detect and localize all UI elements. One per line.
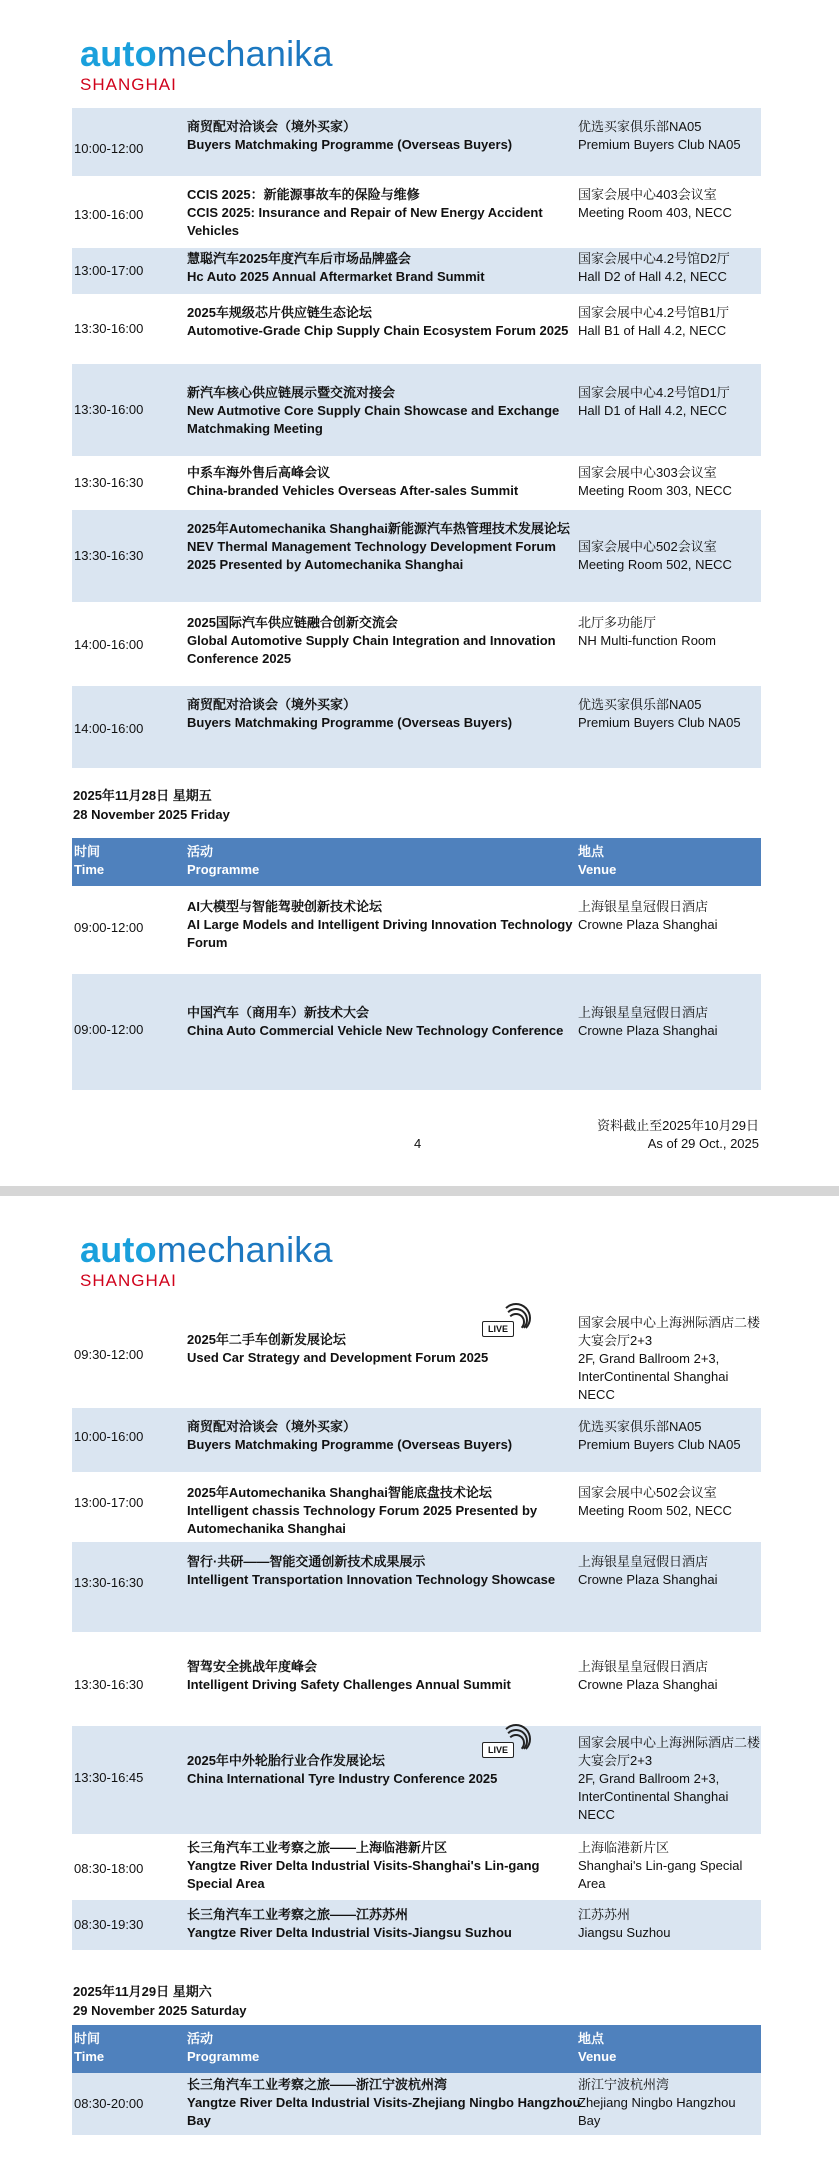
- programme-cn: 长三角汽车工业考察之旅——浙江宁波杭州湾: [187, 2077, 448, 2092]
- programme-en: Used Car Strategy and Development Forum 2025: [187, 1350, 489, 1365]
- data-cutoff-note: [597, 1117, 759, 1153]
- programme-en: Yangtze River Delta Industrial Visits-Shanghai's Lin-gang Special Area: [187, 1858, 540, 1891]
- venue-en: 2F, Grand Ballroom 2+3, InterContinental Shanghai NECC: [578, 1351, 729, 1402]
- live-broadcast-icon: [482, 1309, 526, 1337]
- table-row: [72, 296, 761, 364]
- programme-en: Hc Auto 2025 Annual Aftermarket Brand Summit: [187, 269, 485, 284]
- table-row: [72, 2073, 761, 2137]
- row-time: 08:30-19:30: [74, 1917, 144, 1932]
- programme-cn: 2025国际汽车供应链融合创新交流会: [187, 615, 398, 630]
- live-label: LIVE: [482, 1742, 514, 1758]
- venue-cn: 江苏苏州: [578, 1907, 631, 1922]
- row-time: 13:00-16:00: [74, 207, 144, 222]
- programme-cn: 中系车海外售后高峰会议: [187, 465, 331, 480]
- venue-cn: 国家会展中心上海洲际酒店二楼大宴会厅2+3: [578, 1315, 761, 1348]
- programme-cn: 长三角汽车工业考察之旅——江苏苏州: [187, 1907, 409, 1922]
- venue-en: Jiangsu Suzhou: [578, 1925, 671, 1940]
- header-programme-cn: 活动: [187, 2031, 214, 2046]
- venue-en: Shanghai's Lin-gang Special Area: [578, 1858, 743, 1891]
- row-time: 09:30-12:00: [74, 1347, 144, 1362]
- row-time: 08:30-18:00: [74, 1861, 144, 1876]
- row-venue: [578, 118, 761, 154]
- table-row: [72, 108, 761, 178]
- day-heading-cn: 2025年11月28日 星期五: [73, 788, 212, 803]
- row-programme: [187, 1658, 582, 1694]
- venue-en: Meeting Room 502, NECC: [578, 557, 732, 572]
- venue-en: Crowne Plaza Shanghai: [578, 1572, 718, 1587]
- venue-en: Hall B1 of Hall 4.2, NECC: [578, 323, 727, 338]
- programme-cn: AI大模型与智能驾驶创新技术论坛: [187, 899, 383, 914]
- table-row: [72, 364, 761, 458]
- row-venue: [578, 1906, 761, 1942]
- header-venue-cn: 地点: [578, 2031, 605, 2046]
- row-programme: [187, 384, 582, 438]
- row-venue: [578, 1734, 761, 1824]
- venue-en: Crowne Plaza Shanghai: [578, 1677, 718, 1692]
- row-programme: [187, 1553, 582, 1589]
- venue-cn: 国家会展中心303会议室: [578, 465, 717, 480]
- row-time: 13:30-16:00: [74, 402, 144, 417]
- row-venue: [578, 538, 761, 574]
- row-time: 14:00-16:00: [74, 637, 144, 652]
- row-time: 10:00-12:00: [74, 141, 144, 156]
- row-venue: [578, 1418, 761, 1454]
- row-time: 13:30-16:30: [74, 1677, 144, 1692]
- day-heading-nov28: [73, 786, 230, 824]
- row-programme: [187, 1004, 582, 1040]
- row-venue: [578, 464, 761, 500]
- row-time: 13:30-16:00: [74, 321, 144, 336]
- programme-cn: 新汽车核心供应链展示暨交流对接会: [187, 385, 396, 400]
- venue-en: Meeting Room 502, NECC: [578, 1503, 732, 1518]
- venue-cn: 国家会展中心4.2号馆D2厅: [578, 251, 730, 266]
- header-time-en: Time: [74, 2049, 105, 2064]
- programme-en: AI Large Models and Intelligent Driving Innovation Technology Forum: [187, 917, 573, 950]
- header-time-cn: 时间: [74, 844, 101, 859]
- programme-en: Intelligent Transportation Innovation Technology Showcase: [187, 1572, 556, 1587]
- table-row: [72, 1474, 761, 1542]
- logo-shanghai-text: SHANGHAI: [80, 75, 177, 94]
- table-row: [72, 1308, 761, 1408]
- row-venue: [578, 1004, 761, 1040]
- programme-en: New Autmotive Core Supply Chain Showcase and Exchange Matchmaking Meeting: [187, 403, 560, 436]
- row-venue: [578, 696, 761, 732]
- programme-en: NEV Thermal Management Technology Development Forum 2025 Presented by Automechanika Shanghai: [187, 539, 556, 572]
- row-programme: [187, 1839, 582, 1893]
- row-programme: [187, 250, 582, 286]
- header-programme-en: Programme: [187, 862, 260, 877]
- row-time: 13:30-16:30: [74, 475, 144, 490]
- venue-en: Crowne Plaza Shanghai: [578, 1023, 718, 1038]
- table-row: [72, 1900, 761, 1952]
- programme-en: Automotive-Grade Chip Supply Chain Ecosystem Forum 2025: [187, 323, 569, 338]
- venue-en: Meeting Room 303, NECC: [578, 483, 732, 498]
- programme-cn: 2025年中外轮胎行业合作发展论坛: [187, 1753, 385, 1768]
- programme-cn: 商贸配对洽谈会（境外买家）: [187, 697, 357, 712]
- logo-mech-text: mechanika: [156, 1229, 333, 1270]
- venue-en: Premium Buyers Club NA05: [578, 137, 741, 152]
- programme-en: Intelligent chassis Technology Forum 2025 Presented by Automechanika Shanghai: [187, 1503, 538, 1536]
- venue-cn: 上海临港新片区: [578, 1840, 670, 1855]
- table-row: [72, 1542, 761, 1634]
- table-row: [72, 1726, 761, 1836]
- row-venue: [578, 1314, 761, 1404]
- programme-cn: 中国汽车（商用车）新技术大会: [187, 1005, 370, 1020]
- note-en: As of 29 Oct., 2025: [647, 1136, 759, 1151]
- row-time: 09:00-12:00: [74, 920, 144, 935]
- row-time: 10:00-16:00: [74, 1429, 144, 1444]
- table-row: [72, 1408, 761, 1474]
- venue-cn: 优选买家俱乐部NA05: [578, 697, 702, 712]
- programme-cn: CCIS 2025：新能源事故车的保险与维修: [187, 187, 420, 202]
- row-programme: [187, 696, 582, 732]
- day-heading-nov29: [73, 1982, 246, 2020]
- venue-en: Meeting Room 403, NECC: [578, 205, 732, 220]
- header-programme-cn: 活动: [187, 844, 214, 859]
- programme-cn: 商贸配对洽谈会（境外买家）: [187, 119, 357, 134]
- venue-en: Premium Buyers Club NA05: [578, 715, 741, 730]
- venue-cn: 优选买家俱乐部NA05: [578, 119, 702, 134]
- venue-cn: 上海银星皇冠假日酒店: [578, 1554, 709, 1569]
- programme-cn: 长三角汽车工业考察之旅——上海临港新片区: [187, 1840, 448, 1855]
- logo-shanghai-text: SHANGHAI: [80, 1271, 177, 1290]
- note-cn: 资料截止至2025年10月29日: [597, 1118, 759, 1133]
- header-venue-en: Venue: [578, 862, 617, 877]
- programme-cn: 智行·共研——智能交通创新技术成果展示: [187, 1554, 426, 1569]
- row-programme: [187, 464, 582, 500]
- programme-en: China International Tyre Industry Conference 2025: [187, 1771, 498, 1786]
- programme-en: China Auto Commercial Vehicle New Technology Conference: [187, 1023, 564, 1038]
- table-row: [72, 458, 761, 510]
- row-venue: [578, 614, 761, 650]
- table-row: [72, 248, 761, 296]
- page-5: [0, 1196, 839, 2169]
- venue-en: Hall D1 of Hall 4.2, NECC: [578, 403, 727, 418]
- row-venue: [578, 1839, 761, 1893]
- page-number: 4: [414, 1136, 422, 1151]
- row-time: 13:30-16:45: [74, 1770, 144, 1785]
- row-venue: [578, 2076, 761, 2130]
- programme-cn: 2025车规级芯片供应链生态论坛: [187, 305, 372, 320]
- logo-auto-text: auto: [80, 1229, 157, 1270]
- page-separator: [0, 1186, 839, 1196]
- row-programme: [187, 1484, 582, 1538]
- venue-cn: 浙江宁波杭州湾: [578, 2077, 670, 2092]
- row-time: 13:30-16:30: [74, 548, 144, 563]
- row-time: 08:30-20:00: [74, 2096, 144, 2111]
- venue-cn: 上海银星皇冠假日酒店: [578, 1659, 709, 1674]
- row-venue: [578, 898, 761, 934]
- programme-en: Yangtze River Delta Industrial Visits-Jiangsu Suzhou: [187, 1925, 512, 1940]
- row-venue: [578, 186, 761, 222]
- row-programme: [187, 118, 582, 154]
- header-venue-cn: 地点: [578, 844, 605, 859]
- row-programme: [187, 520, 582, 574]
- header-time-cn: 时间: [74, 2031, 101, 2046]
- programme-en: Buyers Matchmaking Programme (Overseas Buyers): [187, 1437, 513, 1452]
- venue-cn: 上海银星皇冠假日酒店: [578, 1005, 709, 1020]
- row-time: 13:00-17:00: [74, 1495, 144, 1510]
- venue-cn: 国家会展中心4.2号馆D1厅: [578, 385, 730, 400]
- venue-cn: 北厅多功能厅: [578, 615, 657, 630]
- programme-cn: 慧聪汽车2025年度汽车后市场品牌盛会: [187, 251, 411, 266]
- live-label: LIVE: [482, 1321, 514, 1337]
- row-programme: [187, 1906, 582, 1942]
- logo-auto-text: auto: [80, 33, 157, 74]
- row-time: 09:00-12:00: [74, 1022, 144, 1037]
- row-programme: [187, 304, 582, 340]
- programme-en: Buyers Matchmaking Programme (Overseas Buyers): [187, 137, 513, 152]
- venue-cn: 国家会展中心4.2号馆B1厅: [578, 305, 729, 320]
- programme-en: Buyers Matchmaking Programme (Overseas Buyers): [187, 715, 513, 730]
- automechanika-logo: [80, 33, 333, 94]
- row-programme: [187, 2076, 582, 2130]
- header-time-en: Time: [74, 862, 105, 877]
- row-venue: [578, 1553, 761, 1589]
- venue-cn: 国家会展中心502会议室: [578, 539, 717, 554]
- row-time: 14:00-16:00: [74, 721, 144, 736]
- programme-en: Yangtze River Delta Industrial Visits-Zhejiang Ningbo Hangzhou Bay: [187, 2095, 581, 2128]
- table-row: [72, 686, 761, 770]
- row-programme: [187, 898, 582, 952]
- table-row: [72, 178, 761, 248]
- row-venue: [578, 384, 761, 420]
- table-row: [72, 974, 761, 1092]
- row-venue: [578, 1484, 761, 1520]
- header-programme-en: Programme: [187, 2049, 260, 2064]
- day-heading-en: 29 November 2025 Saturday: [73, 2003, 247, 2018]
- header-venue-en: Venue: [578, 2049, 617, 2064]
- row-programme: [187, 1418, 582, 1454]
- row-programme: [187, 186, 582, 240]
- automechanika-logo: [80, 1229, 333, 1290]
- venue-en: Zhejiang Ningbo Hangzhou Bay: [578, 2095, 736, 2128]
- venue-en: Hall D2 of Hall 4.2, NECC: [578, 269, 727, 284]
- day-heading-cn: 2025年11月29日 星期六: [73, 1984, 212, 1999]
- table-header: [72, 838, 761, 886]
- day-heading-en: 28 November 2025 Friday: [73, 807, 230, 822]
- table-row: [72, 1836, 761, 1900]
- row-time: 13:30-16:30: [74, 1575, 144, 1590]
- row-time: 13:00-17:00: [74, 263, 144, 278]
- programme-en: Intelligent Driving Safety Challenges Annual Summit: [187, 1677, 511, 1692]
- venue-cn: 国家会展中心上海洲际酒店二楼大宴会厅2+3: [578, 1735, 761, 1768]
- programme-en: CCIS 2025: Insurance and Repair of New Energy Accident Vehicles: [187, 205, 543, 238]
- table-row: [72, 604, 761, 686]
- venue-en: 2F, Grand Ballroom 2+3, InterContinental Shanghai NECC: [578, 1771, 729, 1822]
- table-header: [72, 2025, 761, 2073]
- programme-en: Global Automotive Supply Chain Integration and Innovation Conference 2025: [187, 633, 556, 666]
- table-row: [72, 510, 761, 604]
- row-programme: [187, 614, 582, 668]
- row-venue: [578, 250, 761, 286]
- venue-en: NH Multi-function Room: [578, 633, 716, 648]
- row-venue: [578, 1658, 761, 1694]
- venue-en: Crowne Plaza Shanghai: [578, 917, 718, 932]
- programme-en: China-branded Vehicles Overseas After-sales Summit: [187, 483, 519, 498]
- venue-cn: 国家会展中心502会议室: [578, 1485, 717, 1500]
- programme-cn: 2025年Automechanika Shanghai智能底盘技术论坛: [187, 1485, 492, 1500]
- live-broadcast-icon: [482, 1730, 526, 1758]
- venue-cn: 上海银星皇冠假日酒店: [578, 899, 709, 914]
- programme-cn: 智驾安全挑战年度峰会: [187, 1659, 318, 1674]
- logo-mech-text: mechanika: [156, 33, 333, 74]
- venue-cn: 国家会展中心403会议室: [578, 187, 717, 202]
- venue-cn: 优选买家俱乐部NA05: [578, 1419, 702, 1434]
- programme-cn: 商贸配对洽谈会（境外买家）: [187, 1419, 357, 1434]
- venue-en: Premium Buyers Club NA05: [578, 1437, 741, 1452]
- table-row: [72, 886, 761, 974]
- programme-cn: 2025年二手车创新发展论坛: [187, 1332, 346, 1347]
- programme-cn: 2025年Automechanika Shanghai新能源汽车热管理技术发展论坛: [187, 521, 570, 536]
- row-venue: [578, 304, 761, 340]
- table-row: [72, 1634, 761, 1726]
